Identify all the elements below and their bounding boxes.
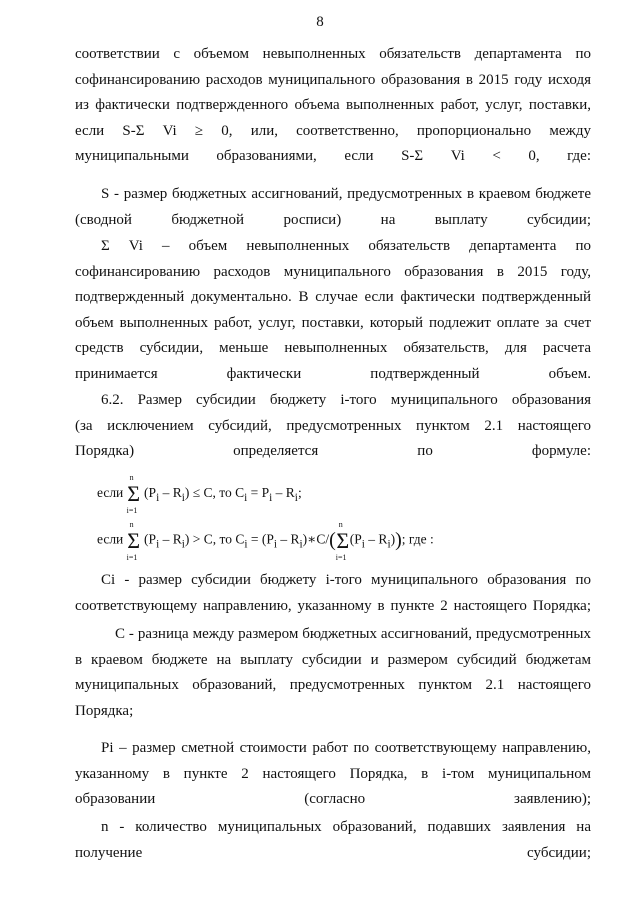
- text-line: соответствующему направлению, указанному в пункте 2 настоящего Порядка;: [75, 597, 591, 614]
- paragraph-5: [75, 568, 591, 619]
- paragraph-8: [75, 815, 591, 866]
- paragraph-7: [75, 736, 591, 813]
- formula-2: если n Σ i=1 $(P_i - R_i) > C$, то $C_i = (P_i$ – $R_i)∗C/$( n Σ i=1 $(P_i - R_i)$); где :: [97, 519, 434, 562]
- text-line: объем выполненных работ, услуг, поставки, который подлежит оплате за счет: [75, 314, 591, 331]
- paragraph-3: [75, 234, 591, 388]
- paragraph-1: [75, 42, 591, 170]
- text-line: средств субсидии, меньше невыполненных обязательств, для расчета: [75, 340, 591, 357]
- text-line: соответствии с объемом невыполненных обязательств департамента по: [75, 46, 591, 62]
- paragraph-4: [75, 388, 591, 465]
- summation-symbol: n Σ i=1: [126, 473, 141, 515]
- text-line: Порядка) определяется по формуле:: [75, 443, 591, 460]
- text-line: С - разница между размером бюджетных ассигнований, предусмотренных: [115, 626, 591, 642]
- text-line: в краевом бюджете на выплату субсидии и размером субсидий бюджетам: [75, 651, 591, 668]
- paragraph-2: [75, 182, 591, 233]
- text-line: муниципальных образований, предусмотренных пунктом 2.1 настоящего: [75, 677, 591, 694]
- text-line: образовании (согласно заявлению);: [75, 791, 591, 808]
- text-line: муниципальными образованиями, если S-Σ Vi < 0, где:: [75, 148, 591, 165]
- text-line: софинансированию расходов муниципального образования в 2015 году исходя: [75, 71, 591, 88]
- text-line: 6.2. Размер субсидии бюджету i-того муниципального образования: [101, 392, 591, 408]
- text-line: (за исключением субсидий, предусмотренных пунктом 2.1 настоящего: [75, 417, 591, 434]
- text-line: Ci - размер субсидии бюджету i-того муниципального образования по: [101, 572, 591, 588]
- text-line: n - количество муниципальных образований, подавших заявления на: [101, 819, 591, 835]
- formula-1: если n Σ i=1 $(P_i - R_i) \le C$, то $C_i = P_i - R_i$;: [97, 473, 302, 515]
- text-line: если S-Σ Vi ≥ 0, или, соответственно, пропорционально между: [75, 122, 591, 139]
- text-line: Pi – размер сметной стоимости работ по соответствующему направлению,: [101, 740, 591, 756]
- summation-symbol: n Σ i=1: [126, 519, 141, 562]
- text-line: указанному в пункте 2 настоящего Порядка, в i-том муниципальном: [75, 765, 591, 782]
- text-line: софинансированию расходов муниципального образования в 2015 году,: [75, 263, 591, 280]
- text-line: из фактически подтвержденного объема выполненных работ, услуг, поставки,: [75, 97, 591, 114]
- page-number: 8: [316, 14, 324, 30]
- text-line: (сводной бюджетной росписи) на выплату субсидии;: [75, 211, 591, 228]
- summation-symbol: n Σ i=1: [335, 519, 350, 562]
- text-line: подтвержденный документально. В случае если фактически подтвержденный: [75, 289, 591, 306]
- text-line: принимается фактически подтвержденный объем.: [75, 365, 591, 382]
- paragraph-6: [75, 622, 591, 724]
- text-line: Σ Vi – объем невыполненных обязательств департамента по: [101, 238, 591, 254]
- text-line: Порядка;: [75, 702, 134, 719]
- text-line: получение субсидии;: [75, 844, 591, 861]
- text-line: S - размер бюджетных ассигнований, предусмотренных в краевом бюджете: [101, 186, 591, 202]
